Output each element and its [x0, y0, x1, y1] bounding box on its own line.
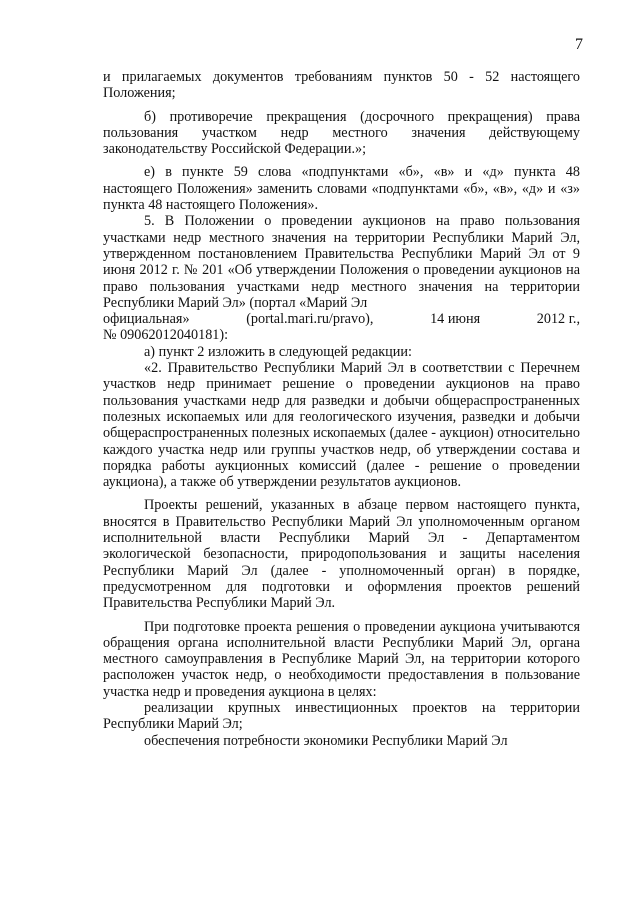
paragraph-b: б) противоречие прекращения (досрочного прекращения) права пользования участком недр местного значения действующему законодательству Российской Федерации.»;: [103, 108, 580, 158]
paragraph-investment: реализации крупных инвестиционных проектов на территории Республики Марий Эл;: [103, 699, 580, 733]
paragraph-quote-2: «2. Правительство Республики Марий Эл в соответствии с Перечнем участков недр принимает решение о проведении аукционов на право пользования участками недр для разведки и добычи общераспространенных полезных ископаемых или для геологического изучения, разведки и добычи общераспространенных полезных ископаемых (далее - аукцион) относительно каждого участка недр или группы участков недр, об утверждении состава и порядка работы аукционных комиссий (далее - решение о проведении аукциона), а также об утверждении результатов аукционов.: [103, 360, 580, 491]
page-number: 7: [575, 36, 583, 53]
citation-url: (portal.mari.ru/pravo),: [246, 311, 374, 328]
paragraph-projects: Проекты решений, указанных в абзаце первом настоящего пункта, вносятся в Правительство Республики Марий Эл уполномоченным органом исполнительной власти Республики Марий Эл - Департаментом экологической безопасности, природопользования и защиты населения Республики Марий Эл (далее - уполномоченный орган) в порядке, предусмотренном для подготовки и оформления проектов решений Правительства Республики Марий Эл.: [103, 497, 580, 612]
paragraph-5-citation-line: [103, 311, 580, 327]
citation-year: 2012 г.,: [536, 311, 580, 328]
citation-number: № 09062012040181):: [103, 327, 229, 344]
paragraph-5: 5. В Положении о проведении аукционов на право пользования участками недр местного значения на территории Республики Марий Эл, утвержденном постановлением Правительства Республики Марий Эл от 9 июня 2012 г. № 201 «Об утверждении Положения о проведении аукционов на право пользования участками недр местного значения на территории Республики Марий Эл» (портал «Марий Эл: [103, 213, 580, 311]
document-body: [103, 69, 580, 749]
paragraph-e: е) в пункте 59 слова «подпунктами «б», «в» и «д» пункта 48 настоящего Положения» заменить словами «подпунктами «б», «в», «д» и «з» пункта 48 настоящего Положения».: [103, 164, 580, 214]
paragraph-preparation: При подготовке проекта решения о проведении аукциона учитываются обращения органа исполнительной власти Республики Марий Эл, органа местного самоуправления в Республике Марий Эл, на территории которого расположен участок недр, о необходимости предоставления в пользование участка недр и проведения аукциона в целях:: [103, 618, 580, 700]
citation-date: 14 июня: [430, 311, 481, 328]
paragraph-continuation: и прилагаемых документов требованиям пунктов 50 - 52 настоящего Положения;: [103, 69, 580, 102]
paragraph-a: а) пункт 2 изложить в следующей редакции:: [144, 343, 412, 360]
paragraph-economy: обеспечения потребности экономики Республики Марий Эл: [144, 732, 508, 749]
citation-official: официальная»: [103, 311, 190, 328]
